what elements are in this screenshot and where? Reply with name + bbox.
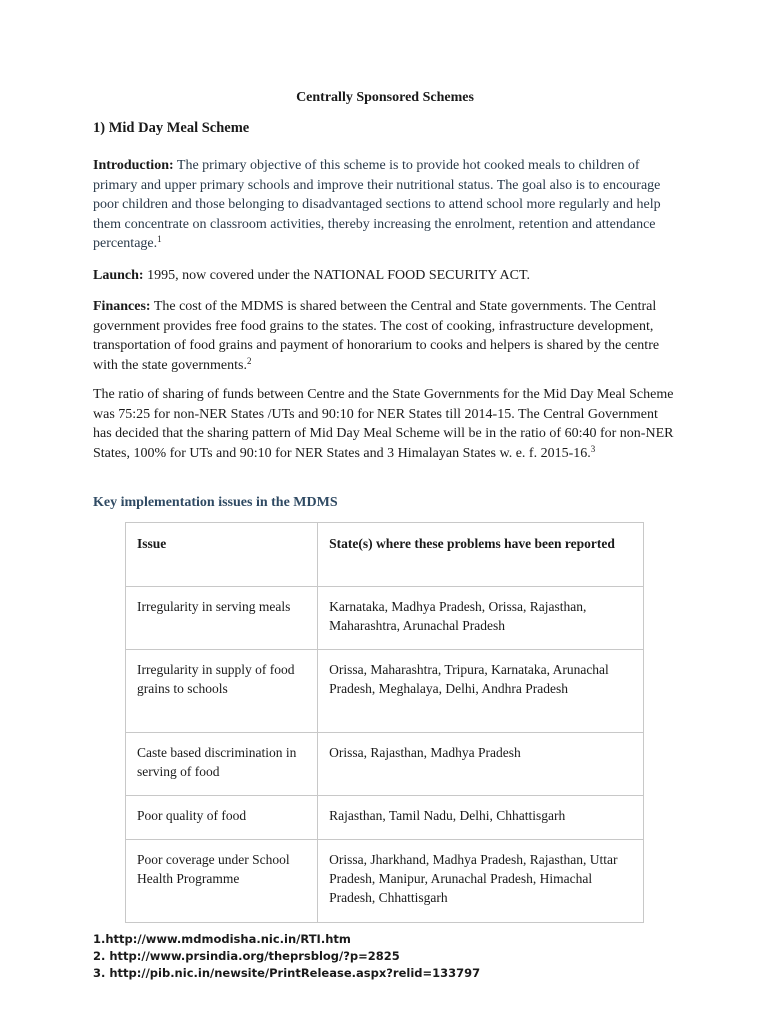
issue-cell: Irregularity in supply of food grains to schools [126,650,318,733]
table-row [126,587,644,650]
document-title: Centrally Sponsored Schemes [296,90,474,105]
finances-text: The cost of the MDMS is shared between the Central and State governments. The Central government provides free food grains to the states. The cost of cooking, infrastructure development, transportation of food grains and payment of honorarium to cooks and helpers is shared by the centre with the state governments. [93,299,660,373]
issue-cell: Irregularity in serving meals [126,587,318,650]
ratio-text: The ratio of sharing of funds between Centre and the State Governments for the Mid Day Meal Scheme was 75:25 for non-NER States /UTs and 90:10 for NER States till 2014-15. The Central Government has decided that the sharing pattern of Mid Day Meal Scheme will be in the ratio of 60:40 for non-NER States, 100% for UTs and 90:10 for NER States and 3 Himalayan States w. e. f. 2015-16. [93,387,674,461]
issues-heading: Key implementation issues in the MDMS [93,495,338,510]
finances-label: Finances: [93,299,151,314]
states-cell: Orissa, Maharashtra, Tripura, Karnataka, Arunachal Pradesh, Meghalaya, Delhi, Andhra Pradesh [318,650,644,733]
finances-paragraph [93,297,678,375]
table-header-states: State(s) where these problems have been reported [318,523,644,587]
footnotes [93,931,480,982]
states-cell: Rajasthan, Tamil Nadu, Delhi, Chhattisgarh [318,796,644,840]
footnote-ref-2: 2 [246,355,252,366]
launch-label: Launch: [93,268,144,283]
footnote-3: 3. http://pib.nic.in/newsite/PrintRelease.aspx?relid=133797 [93,966,481,980]
issue-cell: Poor quality of food [126,796,318,840]
issue-cell: Caste based discrimination in serving of food [126,733,318,796]
ratio-paragraph [93,385,678,463]
footnote-1: 1.http://www.mdmodisha.nic.in/RTI.htm [93,932,351,946]
states-cell: Orissa, Rajasthan, Madhya Pradesh [318,733,644,796]
launch-paragraph [93,266,678,286]
states-cell: Karnataka, Madhya Pradesh, Orissa, Rajasthan, Maharashtra, Arunachal Pradesh [318,587,644,650]
table-row [126,796,644,840]
table-row [126,733,644,796]
table-header-issue: Issue [126,523,318,587]
launch-text: 1995, now covered under the NATIONAL FOOD SECURITY ACT. [147,268,530,283]
footnote-ref-3: 3 [590,443,596,454]
issues-table [125,522,644,923]
introduction-label: Introduction: [93,158,174,173]
table-row [126,650,644,733]
footnote-ref-1: 1 [157,234,162,245]
footnote-2: 2. http://www.prsindia.org/theprsblog/?p=2825 [93,949,400,963]
table-header-row [126,523,644,587]
issue-cell: Poor coverage under School Health Programme [126,840,318,923]
states-cell: Orissa, Jharkhand, Madhya Pradesh, Rajasthan, Uttar Pradesh, Manipur, Arunachal Pradesh, Himachal Pradesh, Chhattisgarh [318,840,644,923]
introduction-paragraph [93,156,678,254]
section-heading: 1) Mid Day Meal Scheme [93,120,250,136]
table-row [126,840,644,923]
introduction-text: The primary objective of this scheme is to provide hot cooked meals to children of primary and upper primary schools and improve their nutritional status. The goal also is to encourage poor children and those belonging to disadvantaged sections to attend school more regularly and help them concentrate on classroom activities, thereby increasing the enrolment, retention and attendance percentage. [93,158,661,252]
